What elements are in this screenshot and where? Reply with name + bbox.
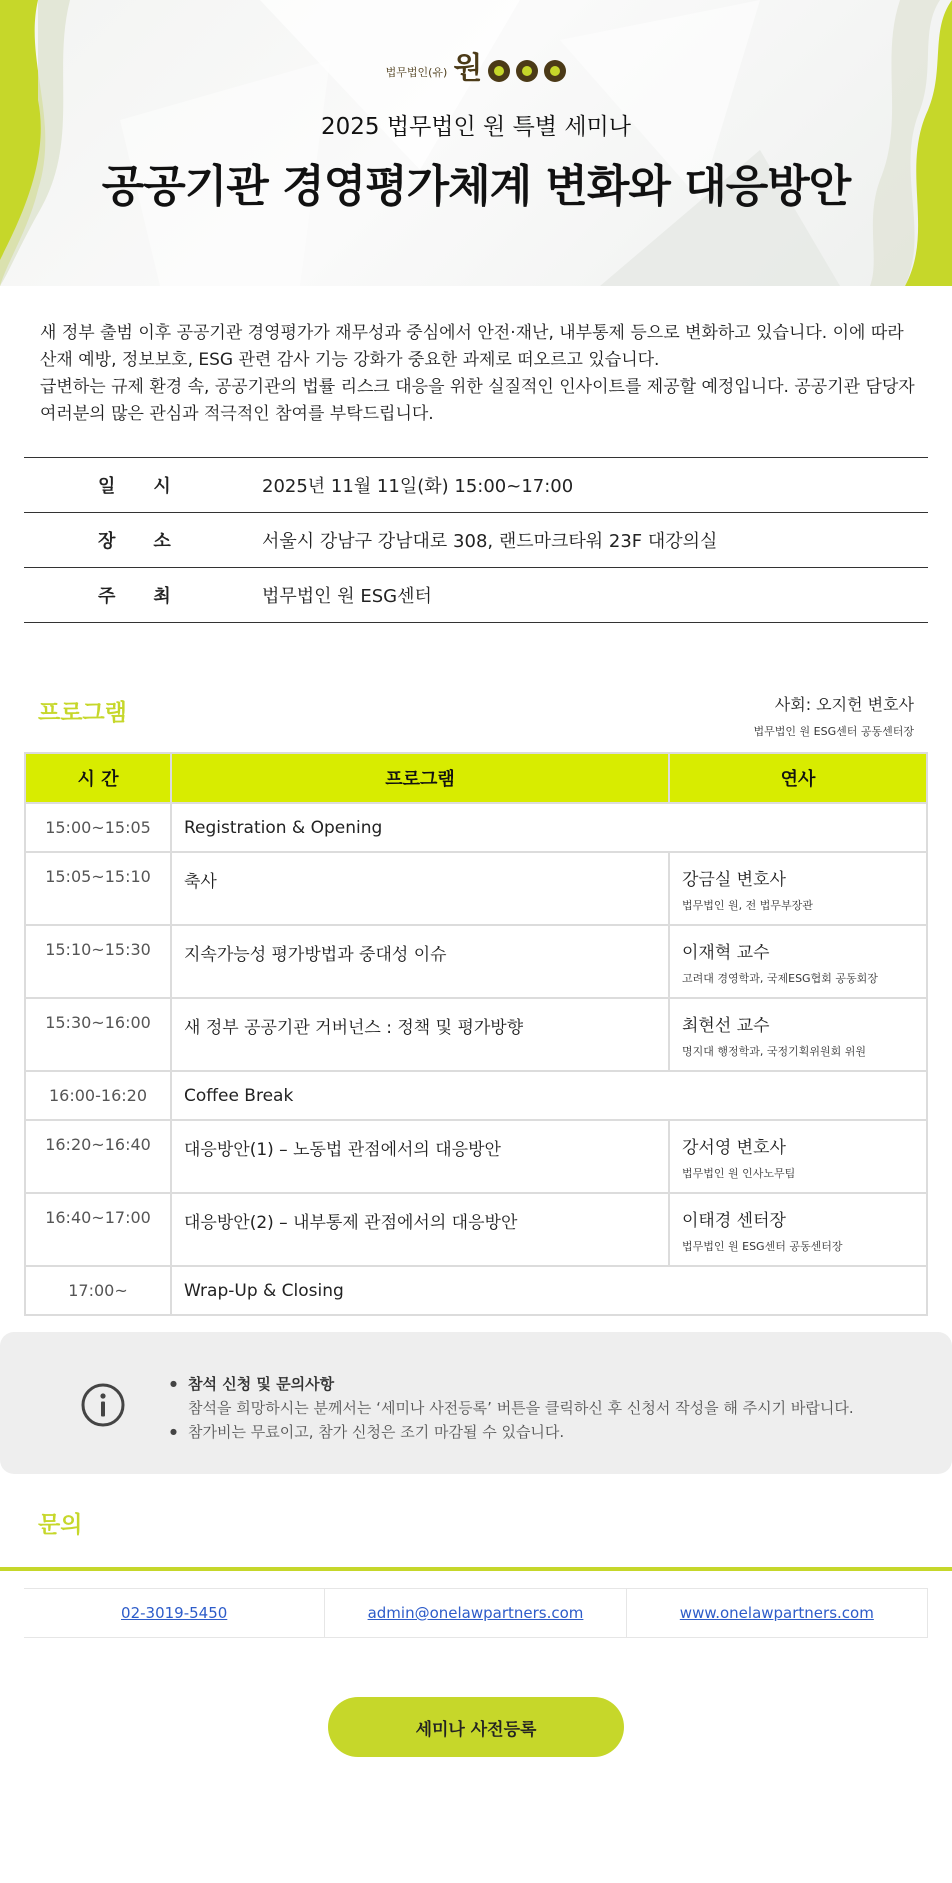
speaker-name: 이태경 센터장 [682,1211,786,1231]
column-header-time: 시 간 [25,753,171,803]
info-row-location [24,513,928,568]
intro-text [40,320,920,428]
column-header-program: 프로그램 [171,753,669,803]
table-row [25,1193,927,1266]
row-time: 16:00-16:20 [25,1071,171,1120]
row-speaker [669,925,927,998]
table-row [25,998,927,1071]
intro-paragraph: 새 정부 출범 이후 공공기관 경영평가가 재무성과 중심에서 안전·재난, 내부통제 등으로 변화하고 있습니다. 이에 따라 산재 예방, 정보보호, ESG 관련 감사 기능 강화가 중요한 과제로 떠오르고 있습니다. [40,323,904,370]
firm-logo [0,52,952,86]
table-row [25,1120,927,1193]
event-info-table [24,457,928,623]
info-row-date [24,458,928,513]
program-table [24,752,928,1316]
column-header-speaker: 연사 [669,753,927,803]
row-time: 16:40~17:00 [25,1193,171,1266]
speaker-name: 이재혁 교수 [682,943,770,963]
speaker-affiliation: 법무법인 원 ESG센터 공동센터장 [682,1240,843,1253]
contact-divider [0,1567,952,1571]
row-speaker [669,1120,927,1193]
logo-big-text: 원 [453,51,483,86]
row-time: 15:30~16:00 [25,998,171,1071]
website-link[interactable]: www.onelawpartners.com [626,1589,928,1637]
info-value: 법무법인 원 ESG센터 [262,586,432,607]
logo-small-text: 법무법인(유) [385,66,448,79]
info-value: 서울시 강남구 강남대로 308, 랜드마크타워 23F 대강의실 [262,531,718,552]
seminar-title: 공공기관 경영평가체계 변화와 대응방안 [101,161,851,212]
row-speaker [669,998,927,1071]
register-button[interactable]: 세미나 사전등록 [328,1697,624,1757]
moderator-affiliation: 법무법인 원 ESG센터 공동센터장 [753,725,914,738]
header-background-graphic [0,0,952,286]
info-row-host [24,568,928,623]
logo-dot-icon [516,60,538,82]
info-label: 장소 [98,531,209,552]
row-program: Coffee Break [171,1071,927,1120]
email-link[interactable]: admin@onelawpartners.com [324,1589,625,1637]
phone-link[interactable]: 02-3019-5450 [121,1604,228,1622]
speaker-affiliation: 고려대 경영학과, 국제ESG협회 공동회장 [682,972,878,985]
info-label: 주최 [98,586,209,607]
notice-text: 참석을 희망하시는 분께서는 ‘세미나 사전등록’ 버튼을 클릭하신 후 신청서 작성을 해 주시기 바랍니다. [188,1399,854,1417]
row-program: 새 정부 공공기관 거버넌스 : 정책 및 평가방향 [171,998,669,1071]
contact-links [24,1588,928,1638]
table-row [25,1071,927,1120]
program-table-header [25,753,927,803]
row-program: 대응방안(2) – 내부통제 관점에서의 대응방안 [171,1193,669,1266]
logo-dot-icon [488,60,510,82]
notice-list [170,1372,854,1444]
contact-section-title: 문의 [38,1512,83,1538]
row-time: 15:05~15:10 [25,852,171,925]
table-row [25,803,927,852]
row-program: Wrap-Up & Closing [171,1266,927,1315]
program-section-title: 프로그램 [38,700,127,726]
speaker-name: 강금실 변호사 [682,870,786,890]
row-program: 축사 [171,852,669,925]
moderator-name: 사회: 오지헌 변호사 [774,695,914,714]
row-time: 17:00~ [25,1266,171,1315]
row-program: 지속가능성 평가방법과 중대성 이슈 [171,925,669,998]
speaker-name: 최현선 교수 [682,1016,770,1036]
notice-heading: ● 참석 신청 및 문의사항 [188,1375,335,1393]
row-time: 15:00~15:05 [25,803,171,852]
moderator-info [754,692,914,739]
row-program: 대응방안(1) – 노동법 관점에서의 대응방안 [171,1120,669,1193]
row-speaker [669,1193,927,1266]
row-speaker [669,852,927,925]
intro-paragraph: 급변하는 규제 환경 속, 공공기관의 법률 리스크 대응을 위한 실질적인 인사이트를 제공할 예정입니다. 공공기관 담당자 여러분의 많은 관심과 적극적인 참여를 부탁드립니다. [40,377,915,424]
info-label: 일시 [98,476,209,497]
speaker-name: 강서영 변호사 [682,1138,786,1158]
info-circle-icon [80,1382,126,1428]
table-row [25,925,927,998]
row-time: 16:20~16:40 [25,1120,171,1193]
row-time: 15:10~15:30 [25,925,171,998]
speaker-affiliation: 법무법인 원, 전 법무부장관 [682,899,813,912]
info-value: 2025년 11월 11일(화) 15:00~17:00 [262,476,574,497]
table-row [25,852,927,925]
notice-item: ● 참가비는 무료이고, 참가 신청은 조기 마감될 수 있습니다. [170,1420,854,1444]
speaker-affiliation: 명지대 행정학과, 국정기획위원회 위원 [682,1045,867,1058]
row-program: Registration & Opening [171,803,927,852]
speaker-affiliation: 법무법인 원 인사노무팀 [682,1167,796,1180]
logo-dot-icon [544,60,566,82]
seminar-subtitle: 2025 법무법인 원 특별 세미나 [321,114,631,140]
notice-box [0,1332,952,1474]
header-banner [0,0,952,286]
notice-item [170,1372,854,1420]
table-row [25,1266,927,1315]
